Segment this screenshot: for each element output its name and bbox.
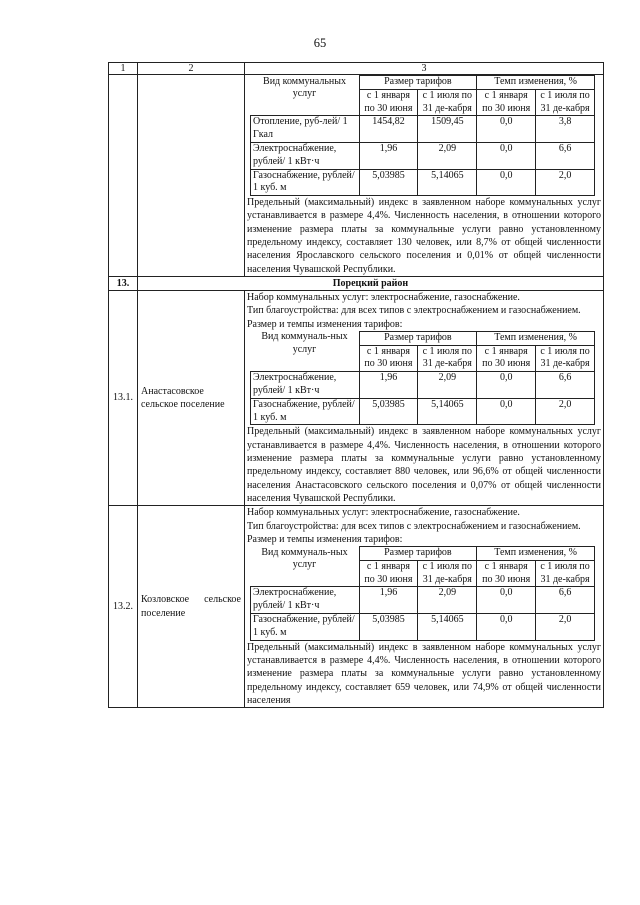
- column-number-header-row: [109, 63, 604, 75]
- change-rate-header: Темп изменения, %: [477, 76, 595, 90]
- settlement-number: 13.2.: [109, 506, 138, 708]
- rate-value-jul: 2,0: [536, 398, 595, 425]
- period-jul-header: с 1 июля по 31 де-кабря: [536, 345, 595, 372]
- tariff-table: [250, 546, 595, 641]
- rate-value-jul: 6,6: [536, 587, 595, 614]
- settlement-number: 13.1.: [109, 290, 138, 505]
- tariff-row: [251, 614, 595, 641]
- service-name: Газоснабжение, рублей/ 1 куб. м: [251, 169, 360, 196]
- column-number-3: 3: [245, 63, 604, 75]
- service-name: Электроснабжение, рублей/ 1 кВт·ч: [251, 587, 360, 614]
- rate-value-jan: 0,0: [477, 398, 536, 425]
- tariff-value-jan: 5,03985: [359, 398, 418, 425]
- continued-settlement-row: [109, 75, 604, 277]
- period-jan-header: с 1 января по 30 июня: [477, 345, 536, 372]
- settlement-details-cell: [245, 75, 604, 277]
- service-kind-header: Вид коммуналь-ных услуг: [261, 546, 348, 571]
- tariff-value-jul: 5,14065: [418, 398, 477, 425]
- tariff-caption: Размер и темпы изменения тарифов:: [247, 318, 403, 330]
- rate-value-jan: 0,0: [477, 614, 536, 641]
- page-number: 65: [313, 36, 327, 50]
- tariff-row: [251, 398, 595, 425]
- service-name: Электроснабжение, рублей/ 1 кВт·ч: [251, 142, 360, 169]
- tariff-value-jan: 1,96: [359, 142, 418, 169]
- column-number-1: 1: [109, 63, 138, 75]
- period-jan-header: с 1 января по 30 июня: [359, 345, 418, 372]
- rate-value-jul: 2,0: [536, 614, 595, 641]
- rate-value-jul: 6,6: [536, 142, 595, 169]
- rate-value-jan: 0,0: [477, 169, 536, 196]
- tariff-value-jan: 1,96: [359, 587, 418, 614]
- rate-value-jul: 3,8: [536, 116, 595, 143]
- tariff-value-jul: 5,14065: [418, 169, 477, 196]
- services-set-text: Набор коммунальных услуг: электроснабжение, газоснабжение.: [247, 507, 520, 519]
- tariff-value-jan: 5,03985: [359, 614, 418, 641]
- tariff-size-header: Размер тарифов: [359, 547, 477, 561]
- tariff-document-table: [108, 62, 604, 708]
- rate-value-jan: 0,0: [477, 116, 536, 143]
- tariff-value-jul: 2,09: [418, 372, 477, 399]
- settlement-row: [109, 290, 604, 505]
- service-kind-header: Вид коммунальных услуг: [263, 75, 346, 100]
- rate-value-jan: 0,0: [477, 142, 536, 169]
- tariff-value-jan: 1,96: [359, 372, 418, 399]
- tariff-table: [250, 75, 595, 196]
- tariff-value-jul: 2,09: [418, 587, 477, 614]
- period-jan-header: с 1 января по 30 июня: [477, 89, 536, 116]
- services-set-text: Набор коммунальных услуг: электроснабжение, газоснабжение.: [247, 291, 520, 303]
- district-row: [109, 276, 604, 290]
- tariff-value-jan: 5,03985: [359, 169, 418, 196]
- tariff-size-header: Размер тарифов: [359, 331, 477, 345]
- max-index-paragraph: Предельный (максимальный) индекс в заявленном наборе коммунальных услуг устанавливается в размере 4,4%. Численность населения, в отношении которого изменение размера платы за коммунальные услуги равно установленному предельному индексу, составляет 130 человек, или 8,7% от общей численности населения Ярославского сельского поселения и 0,01% от общей численности населения Чувашской Республики.: [247, 197, 601, 275]
- tariff-value-jul: 5,14065: [418, 614, 477, 641]
- period-jul-header: с 1 июля по 31 де-кабря: [418, 345, 477, 372]
- settlement-name: Козловское сельское поселение: [138, 506, 245, 708]
- settlement-number-cell: [109, 75, 138, 277]
- settlement-name-cell: [138, 75, 245, 277]
- change-rate-header: Темп изменения, %: [477, 547, 595, 561]
- tariff-table: [250, 331, 595, 426]
- tariff-row: [251, 587, 595, 614]
- tariff-caption: Размер и темпы изменения тарифов:: [247, 533, 403, 545]
- service-name: Газоснабжение, рублей/ 1 куб. м: [251, 398, 360, 425]
- tariff-row: [251, 169, 595, 196]
- improvement-type-text: Тип благоустройства: для всех типов с электроснабжением и газоснабжением.: [247, 520, 581, 532]
- max-index-paragraph: Предельный (максимальный) индекс в заявленном наборе коммунальных услуг устанавливается в размере 4,4%. Численность населения, в отношении которого изменение размера платы за коммунальные услуги равно установленному предельному индексу, составляет 880 человек, или 96,6% от общей численности населения Анастасовского сельского поселения и 0,07% от общей численности населения Чувашской Республики.: [247, 426, 601, 504]
- period-jan-header: с 1 января по 30 июня: [477, 560, 536, 587]
- service-name: Электроснабжение, рублей/ 1 кВт·ч: [251, 372, 360, 399]
- period-jul-header: с 1 июля по 31 де-кабря: [536, 560, 595, 587]
- rate-value-jan: 0,0: [477, 587, 536, 614]
- settlement-name: Анастасовское сельское поселение: [138, 290, 245, 505]
- service-name: Газоснабжение, рублей/ 1 куб. м: [251, 614, 360, 641]
- max-index-paragraph: Предельный (максимальный) индекс в заявленном наборе коммунальных услуг устанавливается в размере 4,4%. Численность населения, в отношении которого изменение размера платы за коммунальные услуги равно установленному предельному индексу, составляет 659 человек, или 74,9% от общей численности населения: [247, 641, 601, 706]
- service-name: Отопление, руб-лей/ 1 Гкал: [251, 116, 360, 143]
- settlement-row: [109, 506, 604, 708]
- tariff-row: [251, 372, 595, 399]
- tariff-size-header: Размер тарифов: [359, 76, 477, 90]
- tariff-row: [251, 142, 595, 169]
- period-jan-header: с 1 января по 30 июня: [359, 560, 418, 587]
- period-jan-header: с 1 января по 30 июня: [359, 89, 418, 116]
- period-jul-header: с 1 июля по 31 де-кабря: [536, 89, 595, 116]
- period-jul-header: с 1 июля по 31 де-кабря: [418, 89, 477, 116]
- rate-value-jul: 2,0: [536, 169, 595, 196]
- district-name: Порецкий район: [138, 276, 604, 290]
- tariff-value-jul: 2,09: [418, 142, 477, 169]
- settlement-details-cell: [245, 290, 604, 505]
- district-number: 13.: [109, 276, 138, 290]
- tariff-value-jul: 1509,45: [418, 116, 477, 143]
- service-kind-header: Вид коммуналь-ных услуг: [261, 331, 348, 356]
- column-number-2: 2: [138, 63, 245, 75]
- rate-value-jan: 0,0: [477, 372, 536, 399]
- rate-value-jul: 6,6: [536, 372, 595, 399]
- change-rate-header: Темп изменения, %: [477, 331, 595, 345]
- settlement-details-cell: [245, 506, 604, 708]
- period-jul-header: с 1 июля по 31 де-кабря: [418, 560, 477, 587]
- improvement-type-text: Тип благоустройства: для всех типов с электроснабжением и газоснабжением.: [247, 305, 581, 317]
- tariff-value-jan: 1454,82: [359, 116, 418, 143]
- tariff-row: [251, 116, 595, 143]
